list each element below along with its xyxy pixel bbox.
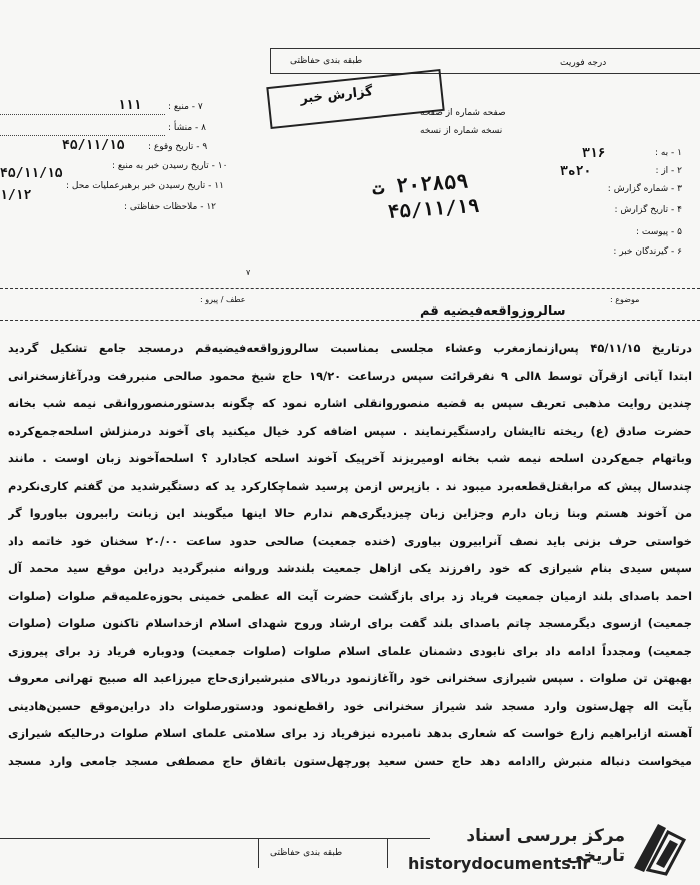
field-from-label: ۲ - از :	[655, 166, 682, 176]
body-line: حضرت صادق (ع) ریخته تاایشان رادستگیرنمایند . سپس اضافه کرد خیال میکنید پای آخوند درمنزلش اسلحه‌جمع‌کرده	[8, 423, 692, 438]
field-event-date-label: ۹ - تاریخ وقوع :	[148, 142, 208, 152]
body-line: بهبهتن تن صلوات . سپس شیرازی سخنرانی خود راآغازنمود دربالای منبرشیرازی‌حاج میرزاعبد اله صبیح تهرانی معروف	[8, 671, 692, 685]
body-line: سپس سیدی بنام شیرازی که خود رافرزند یکی ازاهل جمعیت بلندشد وروانه منبرگردید دراین موقع سید محمد آل	[8, 561, 692, 575]
subject-value: سالروزواقعه‌فیضیه قم	[420, 304, 566, 319]
margin-mark: ۷	[246, 268, 251, 277]
footer-classification-label: طبقه بندی حفاظتی	[270, 848, 343, 858]
field-source-label: ۷ - منبع :	[168, 102, 203, 112]
header-divider	[0, 288, 700, 289]
subject-label: موضوع :	[610, 295, 640, 304]
field-security-notes-label: ۱۲ - ملاحظات حفاظتی :	[124, 202, 216, 212]
field-to-value: ۳۱۶	[582, 146, 606, 161]
field-to-label: ۱ - به :	[654, 148, 682, 158]
report-stamp: گزارش خبر	[299, 84, 374, 107]
body-line: جمعیت) ازسوی دیگرمسجد چاتم باصدای بلند گفت برای ارشاد وروح شهدای اسلام ازخداسلام تاکنون صلوات (صلوات	[8, 616, 692, 630]
field-security-notes-value: ۱/۱۲	[0, 188, 32, 203]
field-origin-label: ۸ - منشأ :	[168, 123, 207, 133]
handwritten-date: ۴۵/۱۱/۱۹	[387, 194, 481, 224]
body-line: احمد باصدای بلند ازمیان جمعیت فریاد زد برای بازگشت حضرت آیت اله عظمی خمینی بحوزه‌علمیه‌قم صلوات (صلوات	[8, 588, 692, 603]
field-source-value: ۱۱۱	[118, 98, 142, 113]
field-event-date-value: ۴۵/۱۱/۱۵	[62, 138, 125, 153]
field-report-date-label: ۴ - تاریخ گزارش :	[614, 205, 682, 215]
body-line: چندسال پیش که مرابقتل‌قطعه‌برد میبود ند . بازپرس ازمن پرسید شماچکارکرد ید که دستگیرشدید من گفتم کاری‌نکردم	[8, 478, 692, 493]
body-line: وباتهام جمع‌کردن اسلحه نیمه شب بخانه اومیریزند آخرپیک آخوند اسلحه کجادارد ؟ اسلحه‌آخوند زبان اوست . مانند	[8, 451, 692, 465]
watermark-title: مرکز بررسی اسناد تاریخی	[466, 826, 625, 866]
body-line: بآیت اله چهل‌ستون وارد مسجد شد شیراز سخنرانی خود راقطع‌نمود ودستورصلوات داد دراین‌موقع حسین‌هادینی	[8, 698, 692, 713]
body-line: من آخوند هستم وبنا زبان دارم وجزاین زبان چیزدیگری‌هم ندارم حالا اینها میگویند این زبانت رابیرون بیاوروا گر	[8, 506, 692, 520]
field-attachment-label: ۵ - پیوست :	[636, 227, 682, 237]
report-body	[8, 335, 692, 775]
page-number-line: صفحه شماره از صفحه	[420, 108, 506, 118]
subject-divider	[0, 320, 700, 321]
body-line: آهسته ازابراهیم زارع خواست که شعاری بدهد نامبرده نیزفریاد زد برای سلامتی علمای اسلام صلوات درحالیکه شیرازی	[8, 726, 692, 740]
body-line: درتاریخ ۴۵/۱۱/۱۵ پس‌ازنمازمغرب وعشاء مجلسی بمناسبت سالروزواقعه‌فیضیه‌قم درمسجد جامع تشکیل گردید	[8, 341, 692, 355]
source-dotted-line	[0, 114, 165, 115]
field-ops-received-value: ۴۵/۱۱/۱۵	[0, 166, 63, 181]
body-line: میخواست دنباله منبرش راادامه دهد حاج حسن سعید پورچهل‌ستون باتفاق حاج مصطفی مسجد جامعی وارد مسجد	[8, 753, 692, 768]
handwritten-number: ۲۰۲۸۵۹ ت	[371, 168, 470, 200]
reference-label: عطف / پیرو :	[200, 295, 246, 304]
watermark-url: historydocuments.ir	[408, 854, 591, 873]
field-ops-received-label: ۱۱ - تاریخ رسیدن خبر برهبرعملیات محل :	[66, 181, 224, 191]
body-line: جمعیت) ومجدداً ادامه داد برای نابودی دشمنان علمای اسلام صلوات (صلوات جمعیت) ودوباره فریاد زد برای پیروزی	[8, 643, 692, 658]
body-line: ابتدا آیاتی ازقرآن توسط ۸الی ۹ نفرقرائت سپس درساعت ۱۹/۲۰ حاج شیخ محمود صالحی منبررفت ودرآغازسخنرانی	[8, 368, 692, 383]
body-line: خواستی حرف بزنی باید نصف آنرابیرون بیاوری (خنده جمعیت) صالحی حدود ساعت ۲۰/۰۰ سخنان خود خاتمه داد	[8, 533, 692, 548]
origin-dotted-line	[0, 135, 165, 136]
field-from-value: ۲۰ه۳	[560, 164, 592, 179]
archive-logo-icon	[628, 818, 690, 876]
copy-number-line: نسخه شماره از نسخه	[420, 126, 503, 136]
field-source-received-label: ۱۰ - تاریخ رسیدن خبر به منبع :	[112, 161, 228, 171]
classification-label: طبقه بندی حفاظتی	[290, 56, 363, 66]
urgency-label: درجه فوریت	[560, 58, 607, 68]
field-report-number-label: ۳ - شماره گزارش :	[607, 184, 682, 194]
field-recipients-label: ۶ - گیرندگان خبر :	[613, 247, 682, 257]
body-line: چندین روایت مذهبی تعریف سپس به قضیه منصوروانقلی اشاره نمود که چگونه بدستورمنصوروانقی نیمه شب بخانه	[8, 396, 692, 410]
